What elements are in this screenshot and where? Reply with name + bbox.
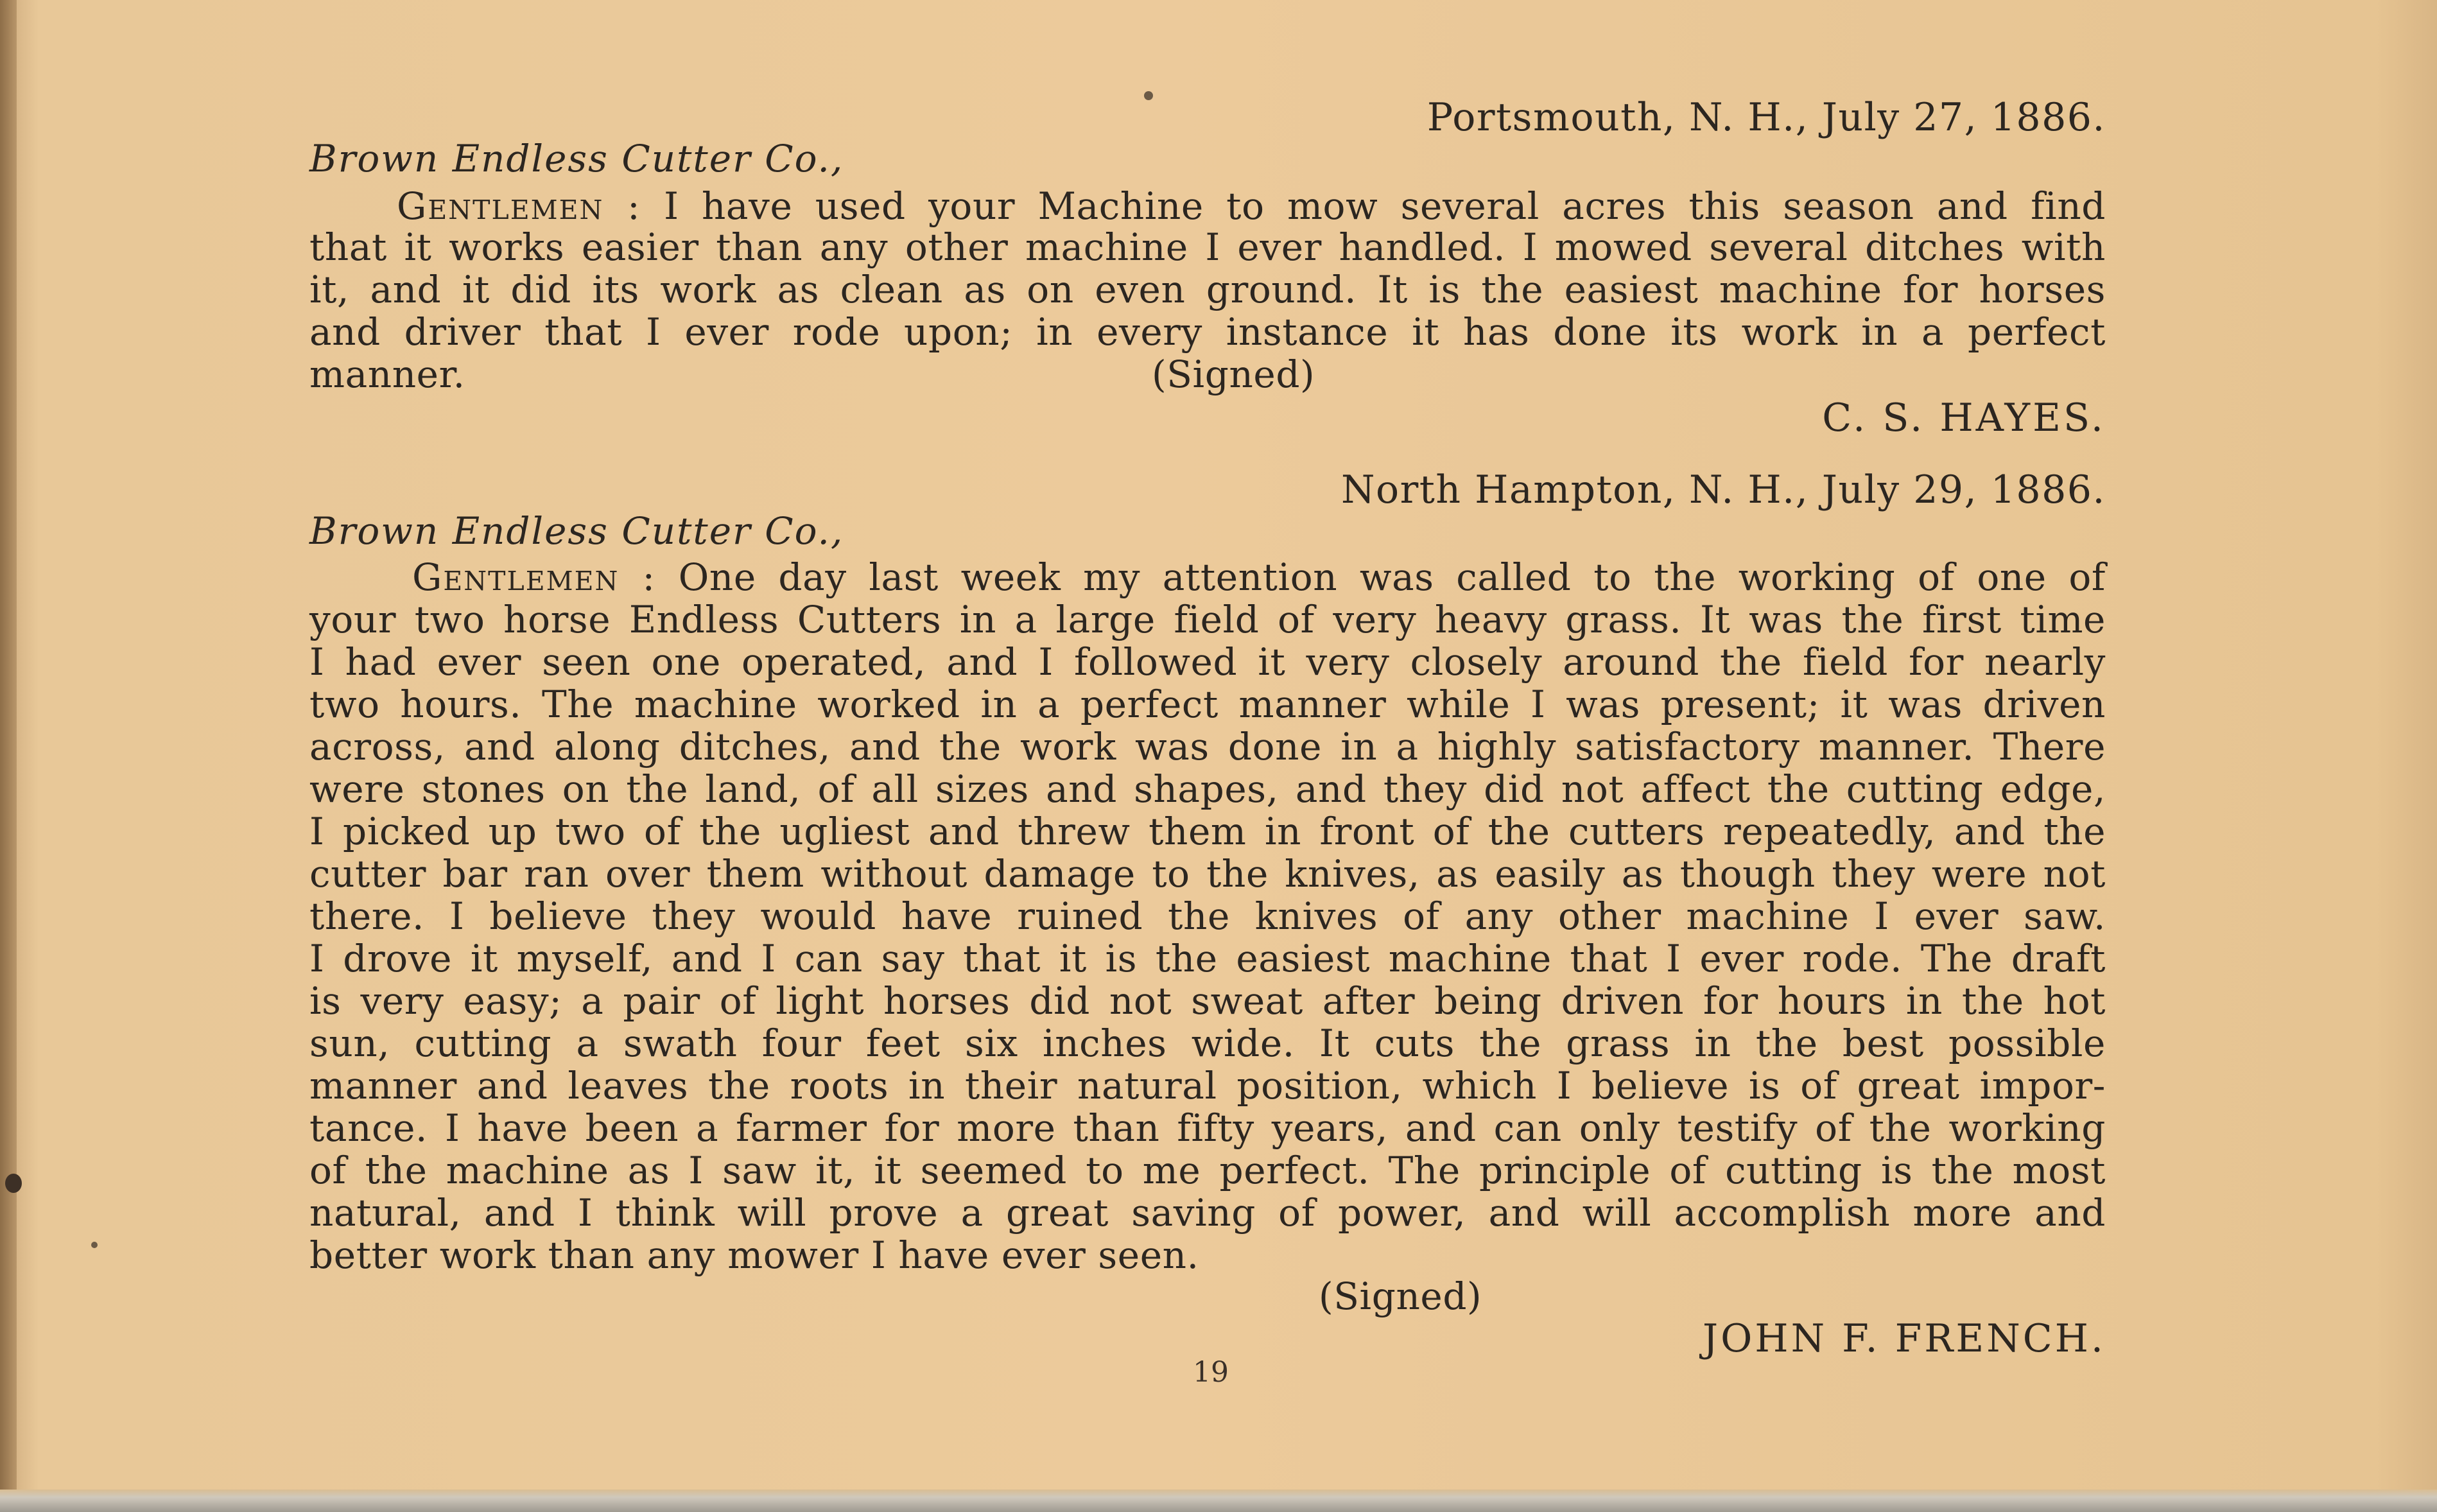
letter-line: Gentlemen : One day last week my attention was called to the working of one of xyxy=(412,555,2106,599)
letter-line: across, and along ditches, and the work was done in a highly satisfactory manner. There xyxy=(309,725,2106,769)
letter-line: and driver that I ever rode upon; in every instance it has done its work in a perfect xyxy=(309,310,2106,354)
letter-line: that it works easier than any other machine I ever handled. I mowed several ditches with xyxy=(309,225,2106,269)
letter-line: Gentlemen : I have used your Machine to mow several acres this season and find xyxy=(397,184,2106,228)
salutation: Gentlemen : xyxy=(397,184,641,228)
letter-line: manner and leaves the roots in their natural position, which I believe is of great impor- xyxy=(309,1064,2106,1108)
book-spine-shadow xyxy=(0,0,17,1512)
signed-label: (Signed) xyxy=(1152,352,1315,396)
letter-line: of the machine as I saw it, it seemed to me perfect. The principle of cutting is the most xyxy=(309,1149,2106,1192)
salutation: Gentlemen : xyxy=(412,555,657,599)
signer-name: JOHN F. FRENCH. xyxy=(1703,1316,2106,1361)
paper-speck xyxy=(5,1174,22,1193)
letter-line: there. I believe they would have ruined the knives of any other machine I ever saw. xyxy=(309,894,2106,938)
signer-name: C. S. HAYES. xyxy=(1822,395,2106,440)
letter-line: were stones on the land, of all sizes and shapes, and they did not affect the cutting edge, xyxy=(309,767,2106,811)
letter-line: I picked up two of the ugliest and threw them in front of the cutters repeatedly, and the xyxy=(309,810,2106,853)
dateline: Portsmouth, N. H., July 27, 1886. xyxy=(1427,95,2106,140)
letter-line: I had ever seen one operated, and I followed it very closely around the field for nearly xyxy=(309,640,2106,684)
letter-line: it, and it did its work as clean as on even ground. It is the easiest machine for horses xyxy=(309,268,2106,311)
addressee: Brown Endless Cutter Co., xyxy=(309,137,844,180)
letter-line: two hours. The machine worked in a perfect manner while I was present; it was driven xyxy=(309,682,2106,726)
letter-line: your two horse Endless Cutters in a large field of very heavy grass. It was the first time xyxy=(309,598,2106,641)
dateline: North Hampton, N. H., July 29, 1886. xyxy=(1340,467,2106,512)
page-bottom-edge xyxy=(0,1490,2437,1512)
paper-speck xyxy=(91,1242,98,1248)
letter-line: natural, and I think will prove a great saving of power, and will accomplish more and xyxy=(309,1191,2106,1235)
letter-line: cutter bar ran over them without damage to the knives, as easily as though they were not xyxy=(309,852,2106,896)
letter-line: I drove it myself, and I can say that it is the easiest machine that I ever rode. The draft xyxy=(309,937,2106,980)
letter-line: is very easy; a pair of light horses did not sweat after being driven for hours in the hot xyxy=(309,979,2106,1023)
letter-line: tance. I have been a farmer for more than fifty years, and can only testify of the working xyxy=(309,1106,2106,1150)
paper-speck xyxy=(1144,91,1153,100)
page-number: 19 xyxy=(1193,1356,1229,1389)
signed-label: (Signed) xyxy=(1319,1274,1482,1318)
addressee: Brown Endless Cutter Co., xyxy=(309,509,844,553)
letter-line: sun, cutting a swath four feet six inches wide. It cuts the grass in the best possible xyxy=(309,1021,2106,1065)
letter-line: better work than any mower I have ever seen. xyxy=(309,1233,1199,1277)
letter-line: manner. xyxy=(309,352,465,396)
